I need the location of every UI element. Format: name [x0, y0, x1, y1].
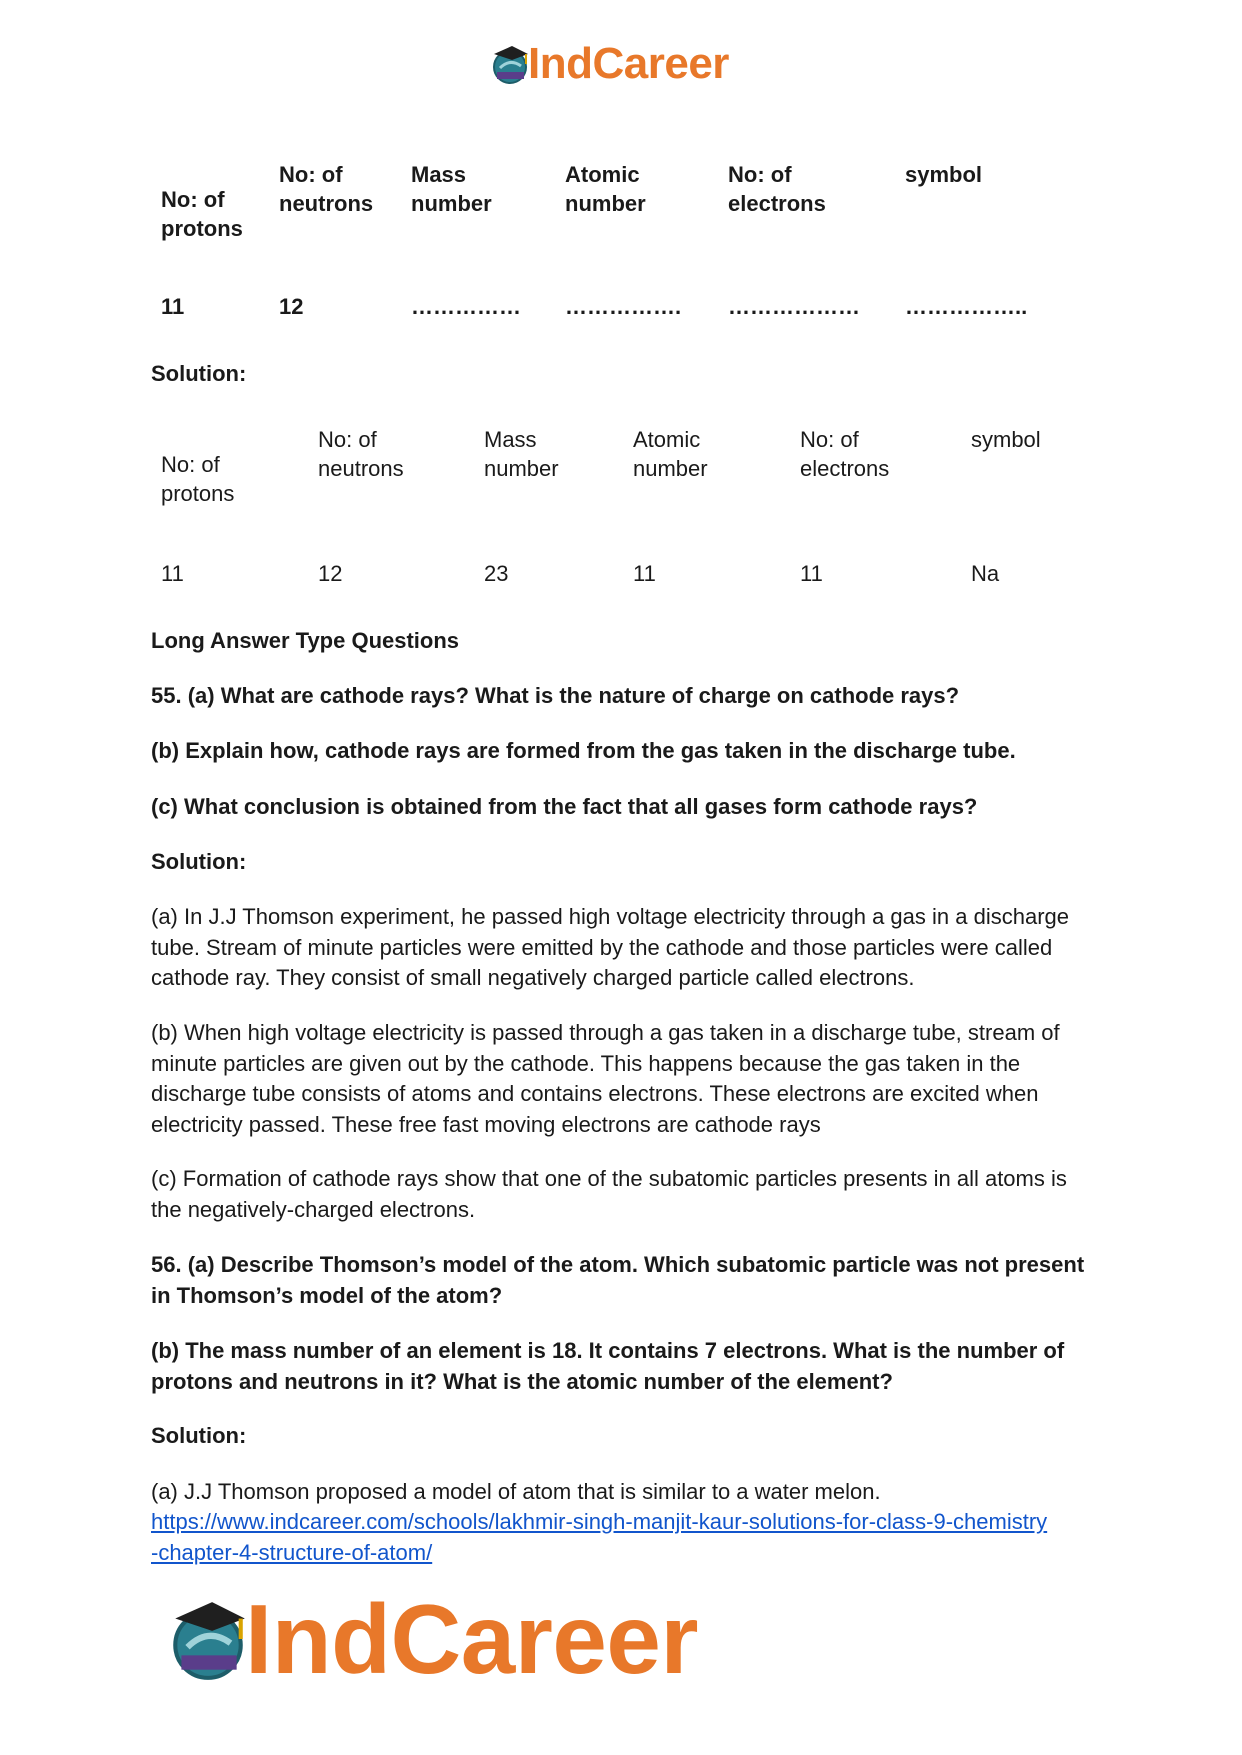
question-56a: 56. (a) Describe Thomson’s model of the atom. Which subatomic particle was not present in Thomson’s model of the atom?	[151, 1252, 1085, 1308]
header-logo	[488, 39, 729, 88]
question-55c: (c) What conclusion is obtained from the fact that all gases form cathode rays?	[151, 794, 978, 819]
section-heading: Long Answer Type Questions	[151, 628, 460, 653]
brand-name: IndCareer	[245, 1584, 699, 1694]
answer-55a: (a) In J.J Thomson experiment, he passed high voltage electricity through a gas in a discharge tube. Stream of minute particles were emitted by the cathode and those particles were called cathode ray. They consist of small negatively charged particle called electrons.	[151, 904, 1069, 990]
footer-link[interactable]	[151, 1507, 1096, 1568]
table2-cell: Na	[971, 561, 1000, 586]
answer-55c: (c) Formation of cathode rays show that one of the subatomic particles presents in all atoms is the negatively-charged electrons.	[151, 1166, 1067, 1222]
graduation-cap-globe-icon	[488, 42, 532, 86]
table2-header-neutrons: No: of neutrons	[318, 427, 404, 481]
footer-link-line2[interactable]: -chapter-4-structure-of-atom/	[151, 1539, 433, 1565]
table2-cell: 11	[800, 561, 823, 586]
table2-cell: 11	[161, 561, 184, 586]
table2-cell: 12	[318, 561, 343, 586]
table1-cell: ……………..	[905, 294, 1028, 319]
question-56b: (b) The mass number of an element is 18. It contains 7 electrons. What is the number of protons and neutrons in it? What is the atomic number of the element?	[151, 1338, 1065, 1394]
table2-header-mass-number: Mass number	[484, 427, 559, 481]
table1-header-symbol: symbol	[905, 162, 983, 187]
question-55a: 55. (a) What are cathode rays? What is the nature of charge on cathode rays?	[151, 683, 960, 708]
table1-header-electrons: No: of electrons	[728, 162, 826, 216]
table1-cell: …………….	[565, 294, 682, 319]
table1-header-atomic-number: Atomic number	[565, 162, 646, 216]
brand-name: IndCareer	[528, 39, 729, 88]
graduation-cap-globe-icon	[163, 1594, 253, 1684]
table2-cell: 11	[633, 561, 656, 586]
table1-cell: ………………	[728, 294, 860, 319]
table2-header-electrons: No: of electrons	[800, 427, 890, 481]
table1-cell: ……………	[411, 294, 521, 319]
footer-link-line1[interactable]: https://www.indcareer.com/schools/lakhmir-singh-manjit-kaur-solutions-for-class-9-chemistry	[151, 1509, 1048, 1534]
table2-cell: 23	[484, 561, 509, 586]
answer-56a: (a) J.J Thomson proposed a model of atom that is similar to a water melon.	[151, 1479, 881, 1504]
footer-logo	[163, 1584, 699, 1694]
table1-header-protons: No: of protons	[161, 187, 243, 241]
solution-label: Solution:	[151, 1423, 247, 1448]
table1-header-mass-number: Mass number	[411, 162, 492, 216]
table1-cell: 11	[161, 294, 185, 319]
answer-55b: (b) When high voltage electricity is passed through a gas taken in a discharge tube, stream of minute particles are given out by the cathode. This happens because the gas taken in the discharge tube consists of atoms and contains electrons. These electrons are excited when electricity passed. These free fast moving electrons are cathode rays	[151, 1020, 1060, 1137]
table1-cell: 12	[279, 294, 304, 319]
table2-header-symbol: symbol	[971, 427, 1041, 452]
solution-label: Solution:	[151, 361, 247, 386]
table2-header-protons: No: of protons	[161, 452, 235, 506]
solution-label: Solution:	[151, 849, 247, 874]
question-55b: (b) Explain how, cathode rays are formed from the gas taken in the discharge tube.	[151, 738, 1016, 763]
table2-header-atomic-number: Atomic number	[633, 427, 708, 481]
table1-header-neutrons: No: of neutrons	[279, 162, 374, 216]
